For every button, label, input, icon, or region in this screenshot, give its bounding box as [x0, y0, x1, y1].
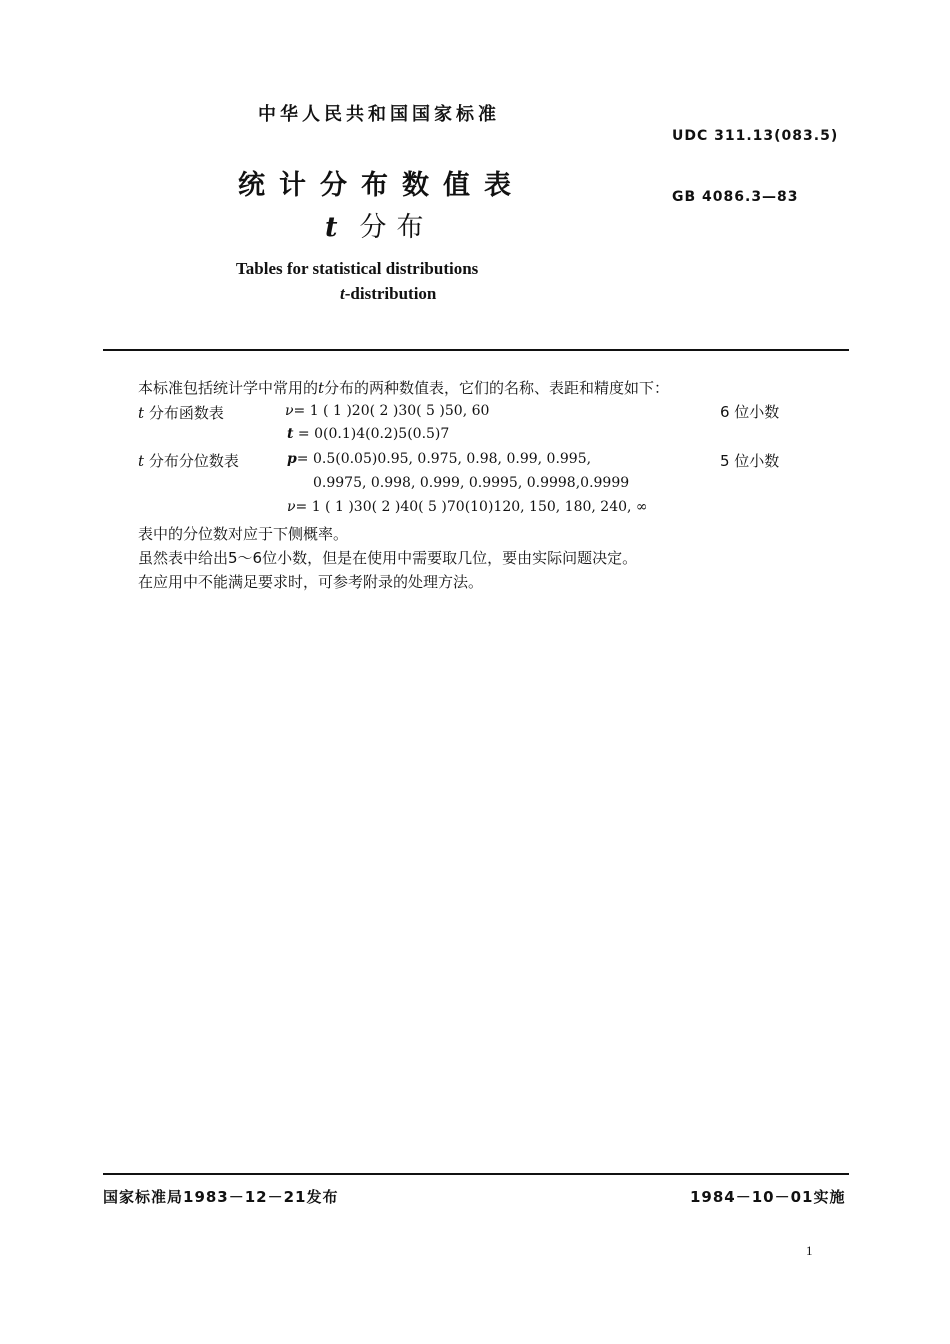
issue-date: 国家标准局1983－12－21发布 — [103, 1188, 339, 1206]
intro-paragraph — [138, 377, 669, 398]
table2-param2 — [287, 499, 648, 515]
table1-param1-symbol: ν — [285, 403, 294, 419]
note-decimals: 虽然表中给出5～6位小数，但是在使用中需要取几位，要由实际问题决定。 — [138, 549, 638, 567]
table2-param2-range: = 1 ( 1 )30( 2 )40( 5 )70(10)120, 150, 180, 240, ∞ — [295, 499, 648, 515]
subtitle-english — [340, 284, 436, 304]
table1-precision: 6 位小数 — [720, 403, 780, 421]
issuing-authority: 中华人民共和国国家标准 — [258, 104, 500, 125]
subtitle-en-variable: t — [340, 284, 345, 303]
subtitle-variable: t — [325, 212, 348, 243]
footer-divider — [103, 1173, 849, 1175]
standard-number: GB 4086.3—83 — [672, 189, 799, 205]
table2-name — [138, 450, 239, 471]
table1-name — [138, 402, 224, 423]
subtitle-en-text: -distribution — [344, 284, 437, 303]
table1-param2-symbol: t — [287, 426, 294, 442]
note-appendix: 在应用中不能满足要求时，可参考附录的处理方法。 — [138, 573, 484, 591]
subtitle-chinese — [325, 205, 433, 244]
table2-param1-continued: 0.9975, 0.998, 0.999, 0.9995, 0.9998,0.9999 — [313, 475, 630, 491]
table1-param2 — [287, 426, 449, 442]
table2-param1-range: = 0.5(0.05)0.95, 0.975, 0.98, 0.99, 0.995, — [296, 451, 592, 467]
note-lower-tail: 表中的分位数对应于下侧概率。 — [138, 525, 349, 543]
table1-param2-range: = 0(0.1)4(0.2)5(0.5)7 — [293, 426, 450, 442]
subtitle-text: 分布 — [359, 212, 434, 243]
page-number: 1 — [806, 1243, 813, 1258]
table2-param2-symbol: ν — [287, 499, 296, 515]
udc-code: UDC 311.13(083.5) — [672, 128, 839, 144]
table1-param1-range: = 1 ( 1 )20( 2 )30( 5 )50, 60 — [293, 403, 490, 419]
header-divider — [103, 349, 849, 351]
table1-name-text: 分布函数表 — [148, 404, 224, 422]
table1-name-variable: t — [138, 404, 145, 422]
table2-name-variable: t — [138, 452, 145, 470]
intro-text-b: 分布的两种数值表，它们的名称、表距和精度如下： — [324, 379, 670, 397]
title-english: Tables for statistical distributions — [236, 259, 479, 278]
table2-precision: 5 位小数 — [720, 452, 780, 470]
intro-text-a: 本标准包括统计学中常用的 — [138, 379, 319, 397]
table2-name-text: 分布分位数表 — [148, 452, 239, 470]
table2-param1 — [287, 451, 591, 467]
effective-date: 1984－10－01实施 — [690, 1188, 846, 1206]
table1-param1 — [285, 403, 489, 419]
intro-variable: t — [318, 379, 325, 397]
table2-param1-symbol: p — [287, 451, 297, 467]
title-chinese: 统计分布数值表 — [238, 170, 525, 201]
